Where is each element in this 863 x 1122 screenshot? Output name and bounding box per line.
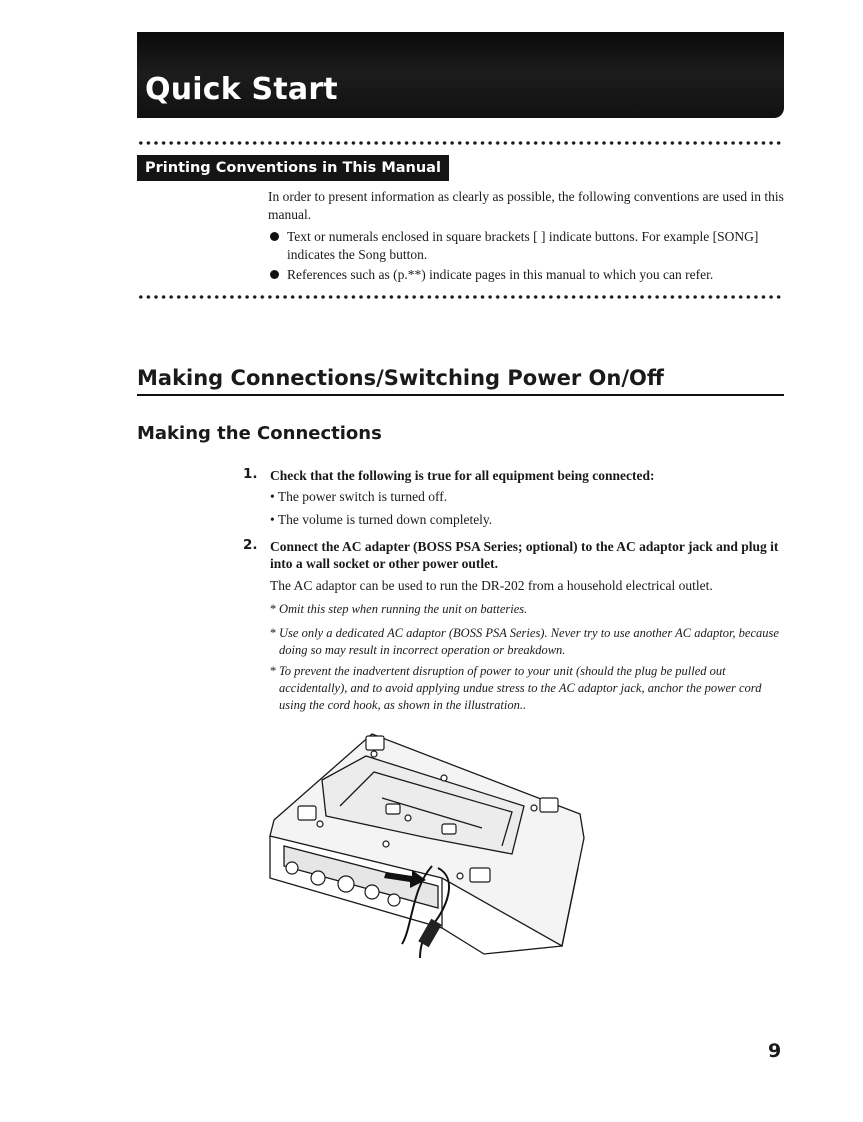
section-title: Making Connections/Switching Power On/Off — [137, 366, 784, 396]
step-number: 1. — [243, 466, 258, 482]
step-item: • The power switch is turned off. — [270, 489, 448, 504]
quick-start-banner — [137, 32, 784, 118]
step-heading: Check that the following is true for all equipment being connected: — [270, 468, 655, 483]
device-illustration — [262, 728, 586, 960]
note: * Use only a dedicated AC adaptor (BOSS PSA Series). Never try to use another AC adaptor, because doing so may result in incorrect operation or breakdown. — [270, 626, 779, 657]
note: * To prevent the inadvertent disruption of power to your unit (should the plug be pulled out accidentally), and to avoid applying undue stress to the AC adaptor jack, anchor the power cord using the cord hook, as shown in the illustration.. — [270, 664, 762, 712]
step-number: 2. — [243, 537, 258, 553]
conventions-bullet: Text or numerals enclosed in square brackets [ ] indicate buttons. For example [SONG] indicates the Song button. — [268, 228, 784, 264]
subsection-title: Making the Connections — [137, 423, 382, 444]
bullet-dot-icon — [270, 270, 279, 279]
step-heading: Connect the AC adapter (BOSS PSA Series; optional) to the AC adaptor jack and plug it into a wall socket or other power outlet. — [270, 539, 779, 571]
dotted-divider-top — [137, 140, 784, 146]
conventions-intro: In order to present information as clearly as possible, the following conventions are used in this manual. — [268, 189, 784, 222]
page-number: 9 — [768, 1040, 782, 1062]
step-body: The AC adaptor can be used to run the DR-202 from a household electrical outlet. — [270, 578, 713, 593]
bullet-dot-icon — [270, 232, 279, 241]
conventions-bullet: References such as (p.**) indicate pages in this manual to which you can refer. — [268, 266, 784, 284]
dotted-divider-bottom — [137, 294, 784, 300]
note: * Omit this step when running the unit on batteries. — [270, 602, 528, 616]
printing-conventions-heading: Printing Conventions in This Manual — [137, 155, 449, 181]
step-item: • The volume is turned down completely. — [270, 512, 493, 527]
banner-title: Quick Start — [145, 72, 338, 107]
